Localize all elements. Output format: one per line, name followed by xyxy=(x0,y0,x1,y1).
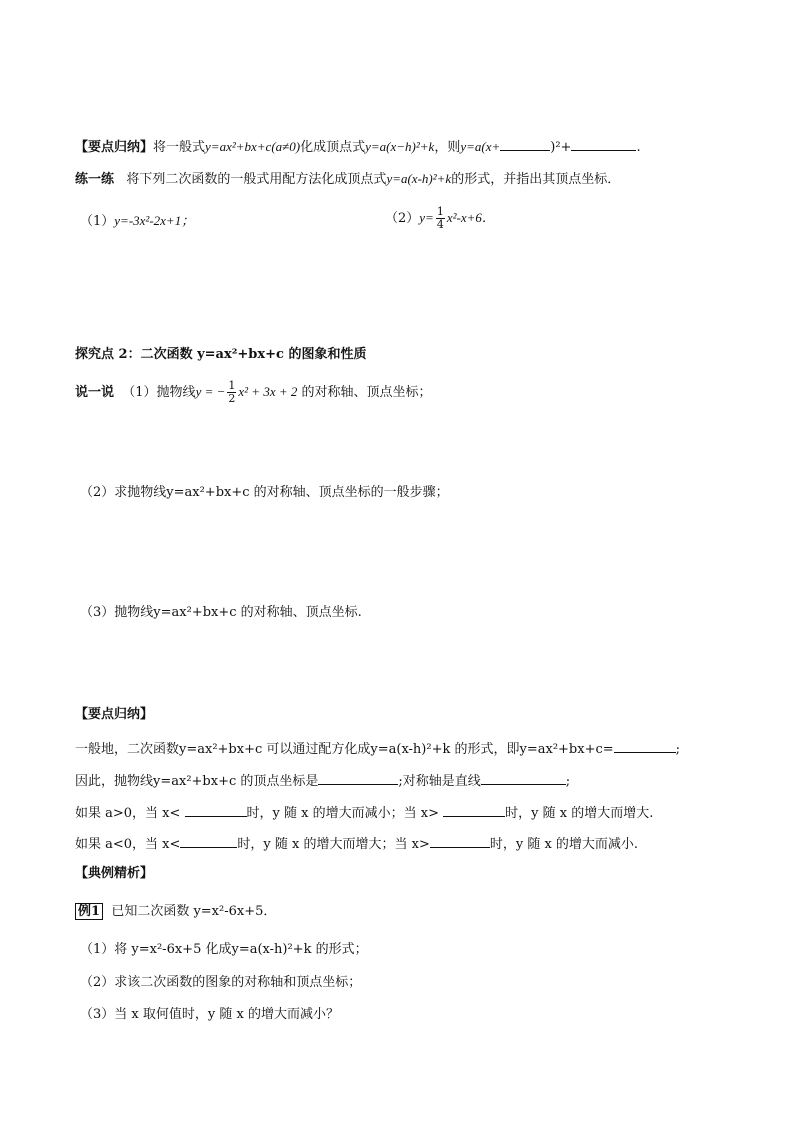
q1-frac-den: 2 xyxy=(228,392,236,405)
general-form: y=ax²+bx+c(a≠0) xyxy=(205,139,301,154)
discuss-q1 xyxy=(75,378,432,407)
summary-text-2: 化成顶点式 xyxy=(300,140,366,155)
discuss-q1-fraction xyxy=(227,380,236,405)
answer-blank-vertex-coords[interactable] xyxy=(318,771,398,785)
summary2-line4-c: 时，y 随 x 的增大而减小. xyxy=(489,837,639,852)
example-section-tag: 【典例精析】 xyxy=(75,866,154,881)
discuss-q1-pre: y = − xyxy=(195,384,226,399)
example-label: 例1 xyxy=(75,903,103,920)
answer-blank-k[interactable] xyxy=(571,137,636,151)
answer-blank-h[interactable] xyxy=(500,137,550,151)
item2-frac-num: 1 xyxy=(436,205,444,218)
item1-expr: y=-3x²-2x+1； xyxy=(114,213,195,228)
practice-item-1 xyxy=(80,212,194,231)
summary2-line1-end: ; xyxy=(675,742,681,757)
summary-line-1 xyxy=(75,137,641,157)
example-stem: 已知二次函数 y=x²-6x+5． xyxy=(111,904,277,919)
discuss-q1-post: x² + 3x + 2 xyxy=(238,384,298,399)
item2-post: x²-x+6． xyxy=(446,210,495,225)
example-stem-line xyxy=(75,903,276,921)
answer-blank-4a[interactable] xyxy=(180,834,237,848)
summary2-line2-a: 因此，抛物线y=ax²+bx+c 的顶点坐标是 xyxy=(75,774,319,789)
practice-item-2 xyxy=(385,204,495,233)
summary2-line3-c: 时，y 随 x 的增大而增大. xyxy=(505,806,654,821)
summary2-line1-text: 一般地，二次函数y=ax²+bx+c 可以通过配方化成y=a(x-h)²+k 的形式，即y=ax²+bx+c= xyxy=(75,742,614,757)
result-prefix: y=a(x+ xyxy=(460,139,501,154)
discuss-q2: （2）求抛物线y=ax²+bx+c 的对称轴、顶点坐标的一般步骤； xyxy=(80,485,449,500)
item2-frac-den: 4 xyxy=(436,218,444,231)
summary2-line4-b: 时，y 随 x 的增大而增大；当 x> xyxy=(237,837,430,852)
summary-end: . xyxy=(636,140,641,155)
summary2-line3-b: 时，y 随 x 的增大而减小；当 x> xyxy=(246,806,439,821)
discuss-tag: 说一说 xyxy=(75,385,115,400)
answer-blank-axis[interactable] xyxy=(481,771,566,785)
summary2-line3-a: 如果 a>0，当 x< xyxy=(75,806,181,821)
summary2-line2-b: ;对称轴是直线 xyxy=(398,774,481,789)
practice-tag: 练一练 xyxy=(75,172,115,187)
discuss-q1-end: 的对称轴、顶点坐标； xyxy=(301,385,432,400)
example-q3: （3）当 x 取何值时，y 随 x 的增大而减小？ xyxy=(80,1007,339,1022)
item2-num: （2） xyxy=(385,211,420,226)
summary2-line4-a: 如果 a<0，当 x< xyxy=(75,837,181,852)
answer-blank-4b[interactable] xyxy=(430,834,490,848)
discuss-q1-num: （1）抛物线 xyxy=(122,385,196,400)
practice-form: y=a(x-h)²+k xyxy=(386,171,452,186)
vertex-form: y=a(x−h)²+k xyxy=(365,139,435,154)
result-mid: )²+ xyxy=(550,140,572,155)
item1-num: （1） xyxy=(80,214,115,229)
summary2-line-4 xyxy=(75,834,638,854)
example-q1: （1）将 y=x²-6x+5 化成y=a(x-h)²+k 的形式； xyxy=(80,942,368,957)
answer-blank-vertex-form[interactable] xyxy=(614,739,676,753)
summary2-line-1 xyxy=(75,739,680,759)
item2-fraction xyxy=(436,206,445,231)
summary2-line-2 xyxy=(75,771,570,791)
summary2-line-3 xyxy=(75,803,653,823)
example-q2: （2）求该二次函数的图象的对称轴和顶点坐标； xyxy=(80,975,362,990)
practice-text-2: 的形式，并指出其顶点坐标． xyxy=(451,172,621,187)
discuss-q3: （3）抛物线y=ax²+bx+c 的对称轴、顶点坐标. xyxy=(80,605,362,620)
summary2-tag: 【要点归纳】 xyxy=(75,707,154,722)
explore-title: 探究点 2：二次函数 y=ax²+bx+c 的图象和性质 xyxy=(75,347,367,362)
practice-line xyxy=(75,170,620,189)
summary-text-1: 将一般式 xyxy=(153,140,206,155)
practice-text-1: 将下列二次函数的一般式用配方法化成顶点式 xyxy=(126,172,387,187)
q1-frac-num: 1 xyxy=(228,379,236,392)
summary-tag: 【要点归纳】 xyxy=(75,140,154,155)
answer-blank-3a[interactable] xyxy=(185,803,247,817)
summary-text-3: ，则 xyxy=(434,140,461,155)
answer-blank-3b[interactable] xyxy=(443,803,505,817)
item2-pre: y= xyxy=(419,210,434,225)
summary2-line2-end: ; xyxy=(565,774,571,789)
